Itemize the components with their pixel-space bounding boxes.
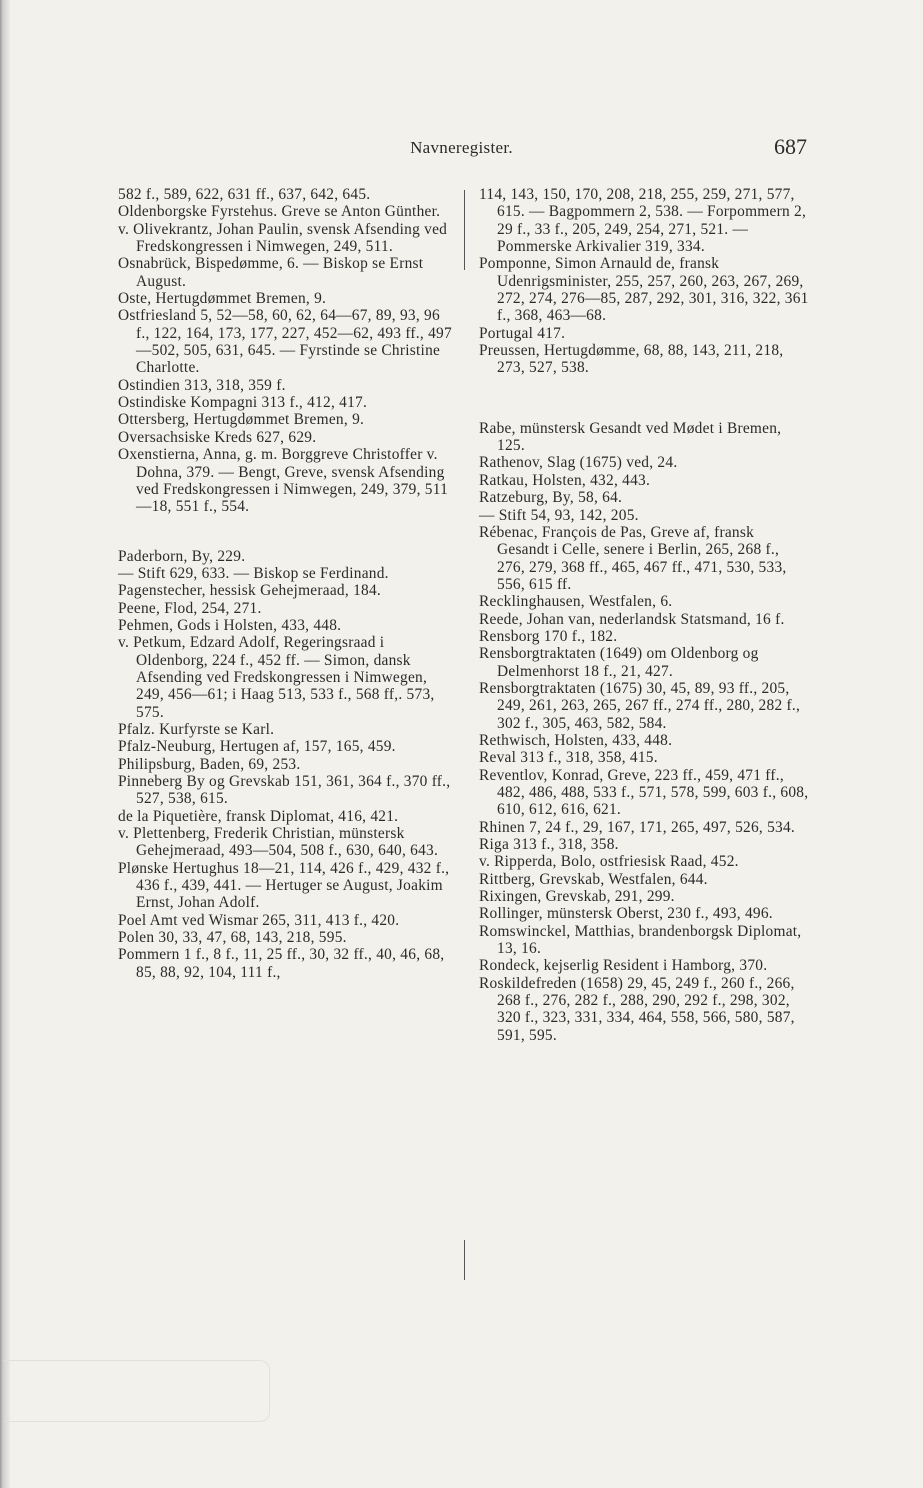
left-entries-p — [118, 548, 453, 982]
index-entry: Rollinger, münstersk Oberst, 230 f., 493, 496. — [479, 905, 773, 923]
index-entry: Rathenov, Slag (1675) ved, 24. — [479, 454, 678, 472]
index-entry: Ottersberg, Hertugdømmet Bremen, 9. — [118, 411, 365, 429]
running-header: Navneregister. — [410, 138, 513, 157]
index-entry: Rensborg 170 f., 182. — [479, 627, 618, 645]
index-entry: — Stift 629, 633. — Biskop se Ferdinand. — [118, 564, 389, 582]
letter-gap — [479, 377, 809, 420]
index-entry: Paderborn, By, 229. — [118, 547, 246, 565]
index-entry: Pagenstecher, hessisk Gehejmeraad, 184. — [118, 582, 381, 600]
index-entry: Pommern 1 f., 8 f., 11, 25 ff., 30, 32 ff., 40, 46, 68, 85, 88, 92, 104, 111 f., — [118, 946, 445, 981]
index-entry: 114, 143, 150, 170, 208, 218, 255, 259, 271, 577, 615. — Bagpommern 2, 538. — Forpommern 2, 29 f., 33 f., 205, 249, 254, 271, 521. — Pommerske Arkivalier 319, 334. — [479, 186, 807, 256]
index-entry: Rittberg, Grevskab, Westfalen, 644. — [479, 870, 708, 888]
index-entry: Ostindien 313, 318, 359 f. — [118, 376, 286, 394]
index-entry: — Stift 54, 93, 142, 205. — [479, 506, 639, 524]
index-entry: Preussen, Hertugdømme, 68, 88, 143, 211, 218, 273, 527, 538. — [479, 342, 784, 377]
index-entry: Rensborgtraktaten (1675) 30, 45, 89, 93 ff., 205, 249, 261, 263, 265, 267 ff., 274 ff., 280, 282 f., 302 f., 305, 463, 582, 584. — [479, 679, 801, 732]
index-entry: Oste, Hertugdømmet Bremen, 9. — [118, 290, 327, 308]
index-entry: 582 f., 589, 622, 631 ff., 637, 642, 645. — [118, 186, 371, 203]
index-entry: Ostindiske Kompagni 313 f., 412, 417. — [118, 394, 368, 412]
index-entry: Oxenstierna, Anna, g. m. Borggreve Christoffer v. Dohna, 379. — Bengt, Greve, svensk Afsending ved Fredskongressen i Nimwegen, 249, 379, 511—18, 551 f., 554. — [118, 446, 449, 516]
index-entry: Pfalz-Neuburg, Hertugen af, 157, 165, 459. — [118, 738, 396, 756]
index-entry: Rhinen 7, 24 f., 29, 167, 171, 265, 497, 526, 534. — [479, 818, 796, 836]
index-entry: de la Piquetière, fransk Diplomat, 416, 421. — [118, 807, 399, 825]
index-entry: Philipsburg, Baden, 69, 253. — [118, 755, 301, 773]
index-entry: v. Petkum, Edzard Adolf, Regeringsraad i Oldenborg, 224 f., 452 ff. — Simon, dansk Afsending ved Fredskongressen i Nimwegen, 249, 456—61; i Haag 513, 533 f., 568 ff,. 573, 575. — [118, 634, 435, 721]
index-entry: Riga 313 f., 318, 358. — [479, 836, 619, 854]
index-entry: Rixingen, Grevskab, 291, 299. — [479, 888, 675, 906]
index-entry: Portugal 417. — [479, 324, 566, 342]
index-entry: Peene, Flod, 254, 271. — [118, 599, 262, 617]
index-entry: v. Ripperda, Bolo, ostfriesisk Raad, 452. — [479, 853, 739, 871]
page-binding-mark — [4, 1360, 270, 1422]
left-entries-o — [118, 186, 453, 516]
left-column — [118, 186, 453, 981]
index-entry: Oversachsiske Kreds 627, 629. — [118, 428, 317, 446]
index-entry: Ratzeburg, By, 58, 64. — [479, 489, 623, 507]
index-entry: Rensborgtraktaten (1649) om Oldenborg og Delmenhorst 18 f., 21, 427. — [479, 645, 759, 680]
page-number: 687 — [774, 134, 807, 159]
right-entries-r — [479, 420, 809, 1044]
index-entry: Pinneberg By og Grevskab 151, 361, 364 f., 370 ff., 527, 538, 615. — [118, 773, 451, 808]
right-column — [479, 186, 809, 1044]
right-entries-p — [479, 186, 809, 377]
index-entry: Plønske Hertughus 18—21, 114, 426 f., 429, 432 f., 436 f., 439, 441. — Hertuger se August, Joakim Ernst, Johan Adolf. — [118, 859, 450, 912]
index-entry: Pfalz. Kurfyrste se Karl. — [118, 720, 275, 738]
index-entry: Reventlov, Konrad, Greve, 223 ff., 459, 471 ff., 482, 486, 488, 533 f., 571, 578, 599, 603 f., 608, 610, 612, 616, 621. — [479, 766, 809, 819]
index-entry: Rébenac, François de Pas, Greve af, fransk Gesandt i Celle, senere i Berlin, 265, 268 f., 276, 279, 368 ff., 465, 467 ff., 471, 530, 533, 556, 615 ff. — [479, 523, 787, 593]
index-entry: Ostfriesland 5, 52—58, 60, 62, 64—67, 89, 93, 96 f., 122, 164, 173, 177, 227, 452—62, 493 ff., 497—502, 505, 631, 645. — Fyrstinde se Christine Charlotte. — [118, 307, 452, 377]
column-divider-top — [464, 190, 465, 270]
index-entry: Rethwisch, Holsten, 433, 448. — [479, 731, 673, 749]
index-entry: Roskildefreden (1658) 29, 45, 249 f., 260 f., 266, 268 f., 276, 282 f., 288, 290, 292 f., 298, 302, 320 f., 323, 331, 334, 464, 558, 566, 580, 587, 591, 595. — [479, 974, 795, 1044]
index-entry: Polen 30, 33, 47, 68, 143, 218, 595. — [118, 929, 347, 947]
index-entry: Oldenborgske Fyrstehus. Greve se Anton Günther. — [118, 203, 441, 221]
index-entry: Rabe, münstersk Gesandt ved Mødet i Bremen, 125. — [479, 419, 782, 455]
index-entry: Romswinckel, Matthias, brandenborgsk Diplomat, 13, 16. — [479, 922, 802, 958]
index-entry: v. Olivekrantz, Johan Paulin, svensk Afsending ved Fredskongressen i Nimwegen, 249, 511. — [118, 220, 448, 256]
index-entry: Poel Amt ved Wismar 265, 311, 413 f., 420. — [118, 911, 400, 929]
index-entry: Ratkau, Holsten, 432, 443. — [479, 471, 651, 489]
index-entry: Recklinghausen, Westfalen, 6. — [479, 593, 673, 611]
page-edge-shadow — [0, 0, 10, 1488]
index-entry: Pehmen, Gods i Holsten, 433, 448. — [118, 616, 342, 634]
index-entry: Reval 313 f., 318, 358, 415. — [479, 749, 658, 767]
index-entry: Rondeck, kejserlig Resident i Hamborg, 370. — [479, 957, 768, 975]
letter-gap — [118, 516, 453, 548]
index-entry: Reede, Johan van, nederlandsk Statsmand, 16 f. — [479, 610, 785, 628]
column-divider-bottom — [464, 1240, 465, 1280]
index-entry: Pomponne, Simon Arnauld de, fransk Udenrigsminister, 255, 257, 260, 263, 267, 269, 272, 274, 276—85, 287, 292, 301, 316, 322, 361 f., 368, 463—68. — [479, 255, 809, 325]
index-entry: Osnabrück, Bispedømme, 6. — Biskop se Ernst August. — [118, 255, 424, 290]
index-entry: v. Plettenberg, Frederik Christian, münstersk Gehejmeraad, 493—504, 508 f., 630, 640, 643. — [118, 825, 439, 860]
